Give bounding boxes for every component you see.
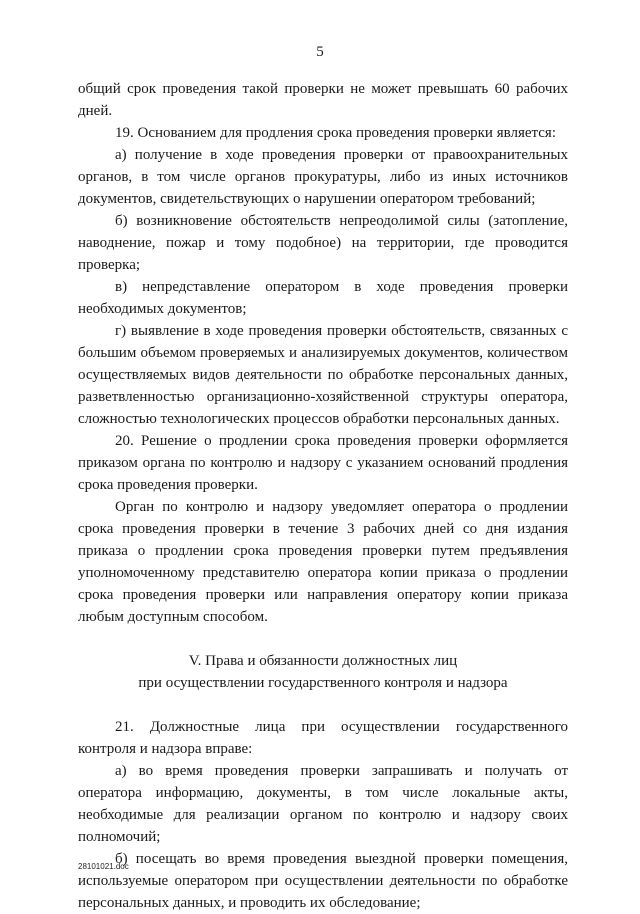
page-number: 5 bbox=[316, 44, 324, 60]
section-heading bbox=[78, 650, 568, 694]
paragraph-19: 19. Основанием для продления срока проведения проверки является: bbox=[115, 125, 556, 141]
paragraph-21: 21. Должностные лица при осуществлении государственного контроля и надзора вправе: bbox=[78, 719, 568, 757]
section-heading-line-2: при осуществлении государственного контроля и надзора bbox=[138, 675, 508, 691]
document-body bbox=[78, 78, 568, 914]
file-name-footer: 28101021.doc bbox=[78, 862, 129, 871]
paragraph-20-notice: Орган по контролю и надзору уведомляет оператора о продлении срока проведения проверки в течение 3 рабочих дней со дня издания приказа о продлении срока проведения проверки путем предъявления уполномоченному представителю оператора копии приказа о продлении срока проведения проверки или направления оператору копии приказа любым доступным способом. bbox=[78, 499, 568, 625]
paragraph-20: 20. Решение о продлении срока проведения проверки оформляется приказом органа по контролю и надзору с указанием оснований продления срока проведения проверки. bbox=[78, 433, 568, 493]
paragraph-19-a: а) получение в ходе проведения проверки от правоохранительных органов, в том числе органов прокуратуры, либо из иных источников документов, свидетельствующих о нарушении оператором требований; bbox=[78, 147, 568, 207]
paragraph-continuation: общий срок проведения такой проверки не может превышать 60 рабочих дней. bbox=[78, 81, 568, 119]
paragraph-19-b: б) возникновение обстоятельств непреодолимой силы (затопление, наводнение, пожар и тому подобное) на территории, где проводится проверка; bbox=[78, 213, 568, 273]
paragraph-21-b: б) посещать во время проведения выездной проверки помещения, используемые оператором при осуществлении деятельности по обработке персональных данных, и проводить их обследование; bbox=[78, 851, 568, 911]
paragraph-19-g: г) выявление в ходе проведения проверки обстоятельств, связанных с большим объемом проверяемых и анализируемых документов, количеством осуществляемых видов деятельности по обработке персональных данных, разветвленностью организационно-хозяйственной структуры оператора, сложностью технологических процессов обработки персональных данных. bbox=[78, 323, 568, 427]
paragraph-21-a: а) во время проведения проверки запрашивать и получать от оператора информацию, документы, в том числе локальные акты, необходимые для реализации органом по контролю и надзору своих полномочий; bbox=[78, 763, 568, 845]
paragraph-19-v: в) непредставление оператором в ходе проведения проверки необходимых документов; bbox=[78, 279, 568, 317]
section-heading-line-1: V. Права и обязанности должностных лиц bbox=[188, 653, 458, 669]
